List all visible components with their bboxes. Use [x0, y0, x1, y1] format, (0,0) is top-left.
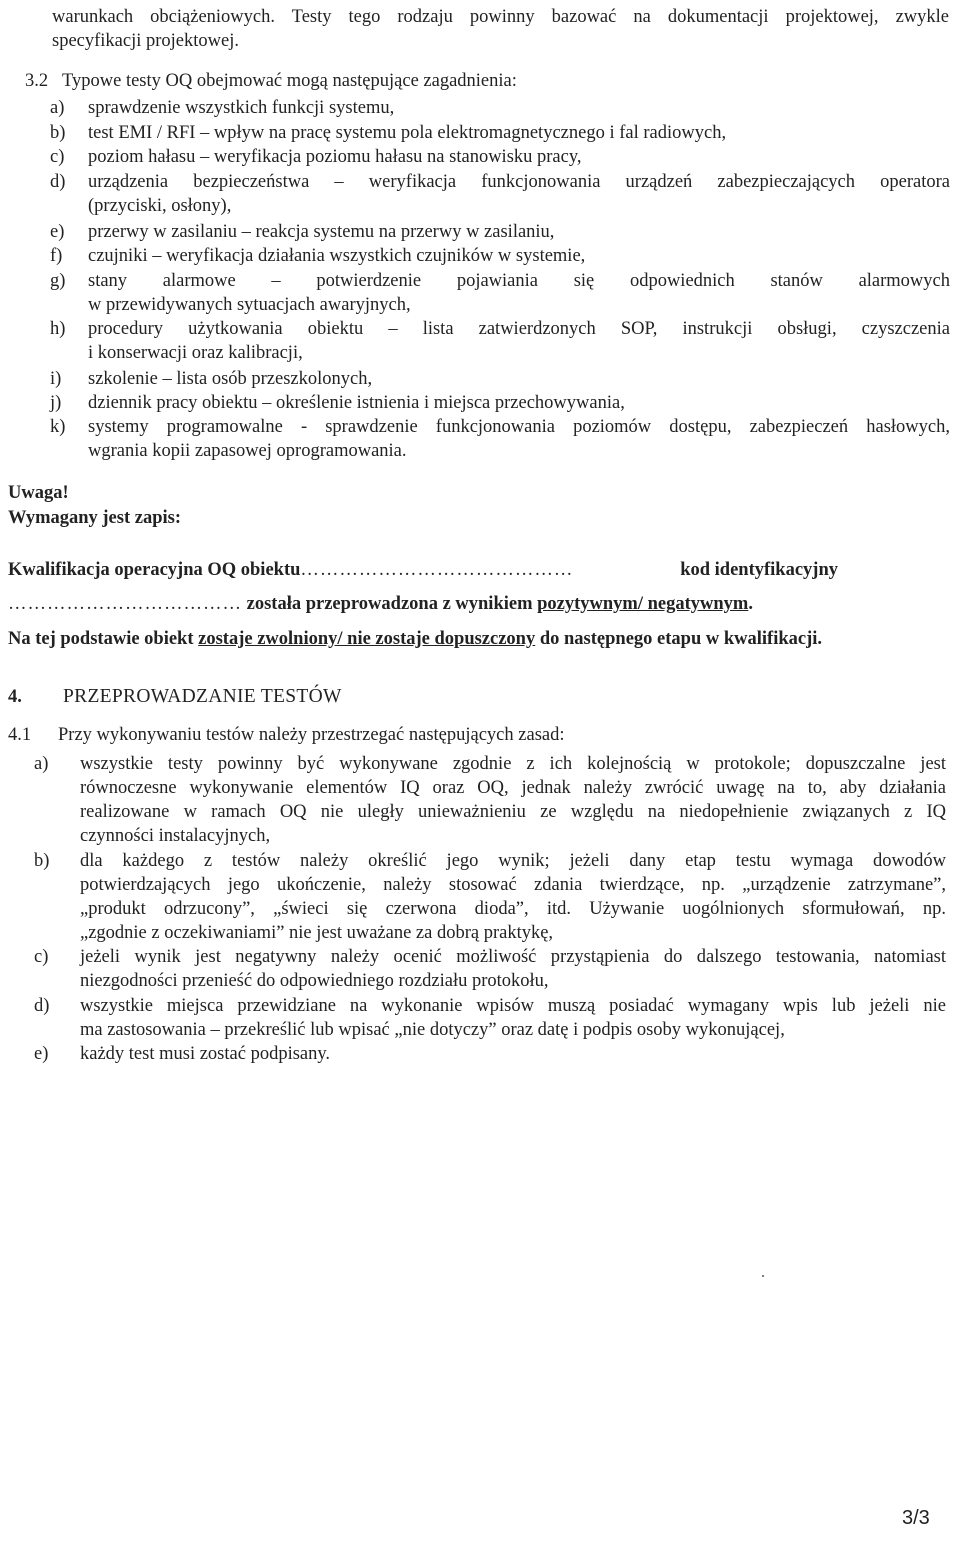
qualification-statement-line-1 [8, 559, 838, 581]
list-item-label: e) [34, 1044, 49, 1064]
result-options: pozytywnym/ negatywnym [537, 594, 749, 614]
list-item-label: b) [50, 123, 66, 143]
list-item-text: wszystkie testy powinny być wykonywane zgodnie z ich kolejnością w protokole; dopuszczalne jest [80, 754, 946, 774]
release-end: do następnego etapu w kwalifikacji. [539, 629, 823, 649]
intro-line-1: warunkach obciążeniowych. Testy tego rodzaju powinny bazować na dokumentacji projektowej, zwykle [52, 7, 949, 27]
list-item-text: wszystkie miejsca przewidziane na wykonanie wpisów muszą posiadać wymagany wpis lub jeżeli nie [80, 996, 946, 1016]
note-title: Uwaga! [8, 483, 69, 503]
list-item-label: c) [50, 147, 65, 167]
page-number: 3/3 [902, 1507, 930, 1529]
list-item-label: k) [50, 417, 66, 437]
list-item-text: w przewidywanych sytuacjach awaryjnych, [88, 295, 411, 315]
list-item-label: e) [50, 222, 65, 242]
list-item-text: realizowane w ramach OQ nie uległy unieważnieniu ze względu na niedopełnienie związanych z IQ [80, 802, 946, 822]
list-item-text: jeżeli wynik jest negatywny należy ocenić możliwość przystąpienia do dalszego testowania, natomiast [80, 947, 946, 967]
list-item-text: stany alarmowe – potwierdzenie pojawiania się odpowiednich stanów alarmowych [88, 271, 950, 291]
qualification-label: Kwalifikacja operacyjna OQ obiektu [8, 560, 301, 580]
section-4-title: PRZEPROWADZANIE TESTÓW [63, 686, 342, 707]
section-4-1-number: 4.1 [8, 725, 32, 745]
list-item-text: (przyciski, osłony), [88, 196, 232, 216]
list-item-text: ma zastosowania – przekreślić lub wpisać „nie dotyczy” oraz datę i podpis osoby wykonującej, [80, 1020, 785, 1040]
section-4-number: 4. [8, 687, 22, 707]
release-options: zostaje zwolniony/ nie zostaje dopuszczony [198, 629, 536, 649]
list-item-label: g) [50, 271, 66, 291]
list-item-text: szkolenie – lista osób przeszkolonych, [88, 369, 373, 389]
list-item-label: j) [50, 393, 62, 413]
list-item-label: b) [34, 851, 50, 871]
list-item-text: dla każdego z testów należy określić jego wynik; jeżeli dany etap testu wymaga dowodów [80, 851, 946, 871]
list-item-label: d) [50, 172, 66, 192]
code-blank: ……………………………… [8, 594, 242, 614]
scan-speck [762, 1275, 764, 1277]
note-subtitle: Wymagany jest zapis: [8, 508, 181, 528]
identification-code-label: kod identyfikacyjny [680, 560, 838, 580]
qualification-blank: …………………………………… [300, 560, 574, 580]
list-item-label: h) [50, 319, 66, 339]
list-item-text: wgrania kopii zapasowej oprogramowania. [88, 441, 407, 461]
list-item-text: „produkt odrzucony”, „świeci się czerwona dioda”, itd. Używanie uogólnionych sformułowań, np. [80, 899, 946, 919]
list-item-text: każdy test musi zostać podpisany. [80, 1044, 331, 1064]
section-3-2-heading: Typowe testy OQ obejmować mogą następujące zagadnienia: [62, 71, 517, 91]
list-item-text: czynności instalacyjnych, [80, 826, 271, 846]
qualification-statement-line-2 [8, 593, 753, 615]
list-item-text: urządzenia bezpieczeństwa – weryfikacja funkcjonowania urządzeń zabezpieczających operatora [88, 172, 950, 192]
list-item-text: przerwy w zasilaniu – reakcja systemu na przerwy w zasilaniu, [88, 222, 555, 242]
intro-line-2: specyfikacji projektowej. [52, 31, 239, 51]
list-item-text: czujniki – weryfikacja działania wszystkich czujników w systemie, [88, 246, 586, 266]
list-item-text: i konserwacji oraz kalibracji, [88, 343, 303, 363]
list-item-text: potwierdzających jego ukończenie, należy stosować zdania twierdzące, np. „urządzenie zatrzymane”, [80, 875, 946, 895]
list-item-text: procedury użytkowania obiektu – lista zatwierdzonych SOP, instrukcji obsługi, czyszczenia [88, 319, 950, 339]
section-3-2-number: 3.2 [25, 71, 49, 91]
release-start: Na tej podstawie obiekt [8, 629, 194, 649]
list-item-text: „zgodnie z oczekiwaniami” nie jest uważane za dobrą praktykę, [80, 923, 554, 943]
release-statement [8, 628, 822, 650]
list-item-text: niezgodności przenieść do odpowiedniego rozdziału protokołu, [80, 971, 549, 991]
list-item-text: poziom hałasu – weryfikacja poziomu hałasu na stanowisku pracy, [88, 147, 582, 167]
result-end: . [748, 594, 753, 614]
list-item-text: równoczesne wykonywanie elementów IQ oraz OQ, jednak należy zwrócić uwagę na to, aby działania [80, 778, 946, 798]
section-4-1-heading: Przy wykonywaniu testów należy przestrzegać następujących zasad: [58, 725, 565, 745]
list-item-text: dziennik pracy obiektu – określenie istnienia i miejsca przechowywania, [88, 393, 625, 413]
list-item-label: d) [34, 996, 50, 1016]
list-item-label: a) [34, 754, 49, 774]
list-item-text: test EMI / RFI – wpływ na pracę systemu pola elektromagnetycznego i fal radiowych, [88, 123, 727, 143]
result-text: została przeprowadzona z wynikiem [246, 594, 533, 614]
list-item-label: i) [50, 369, 62, 389]
list-item-label: a) [50, 98, 65, 118]
list-item-label: c) [34, 947, 49, 967]
list-item-label: f) [50, 246, 63, 266]
list-item-text: systemy programowalne - sprawdzenie funkcjonowania poziomów dostępu, zabezpieczeń hasłowych, [88, 417, 950, 437]
list-item-text: sprawdzenie wszystkich funkcji systemu, [88, 98, 395, 118]
